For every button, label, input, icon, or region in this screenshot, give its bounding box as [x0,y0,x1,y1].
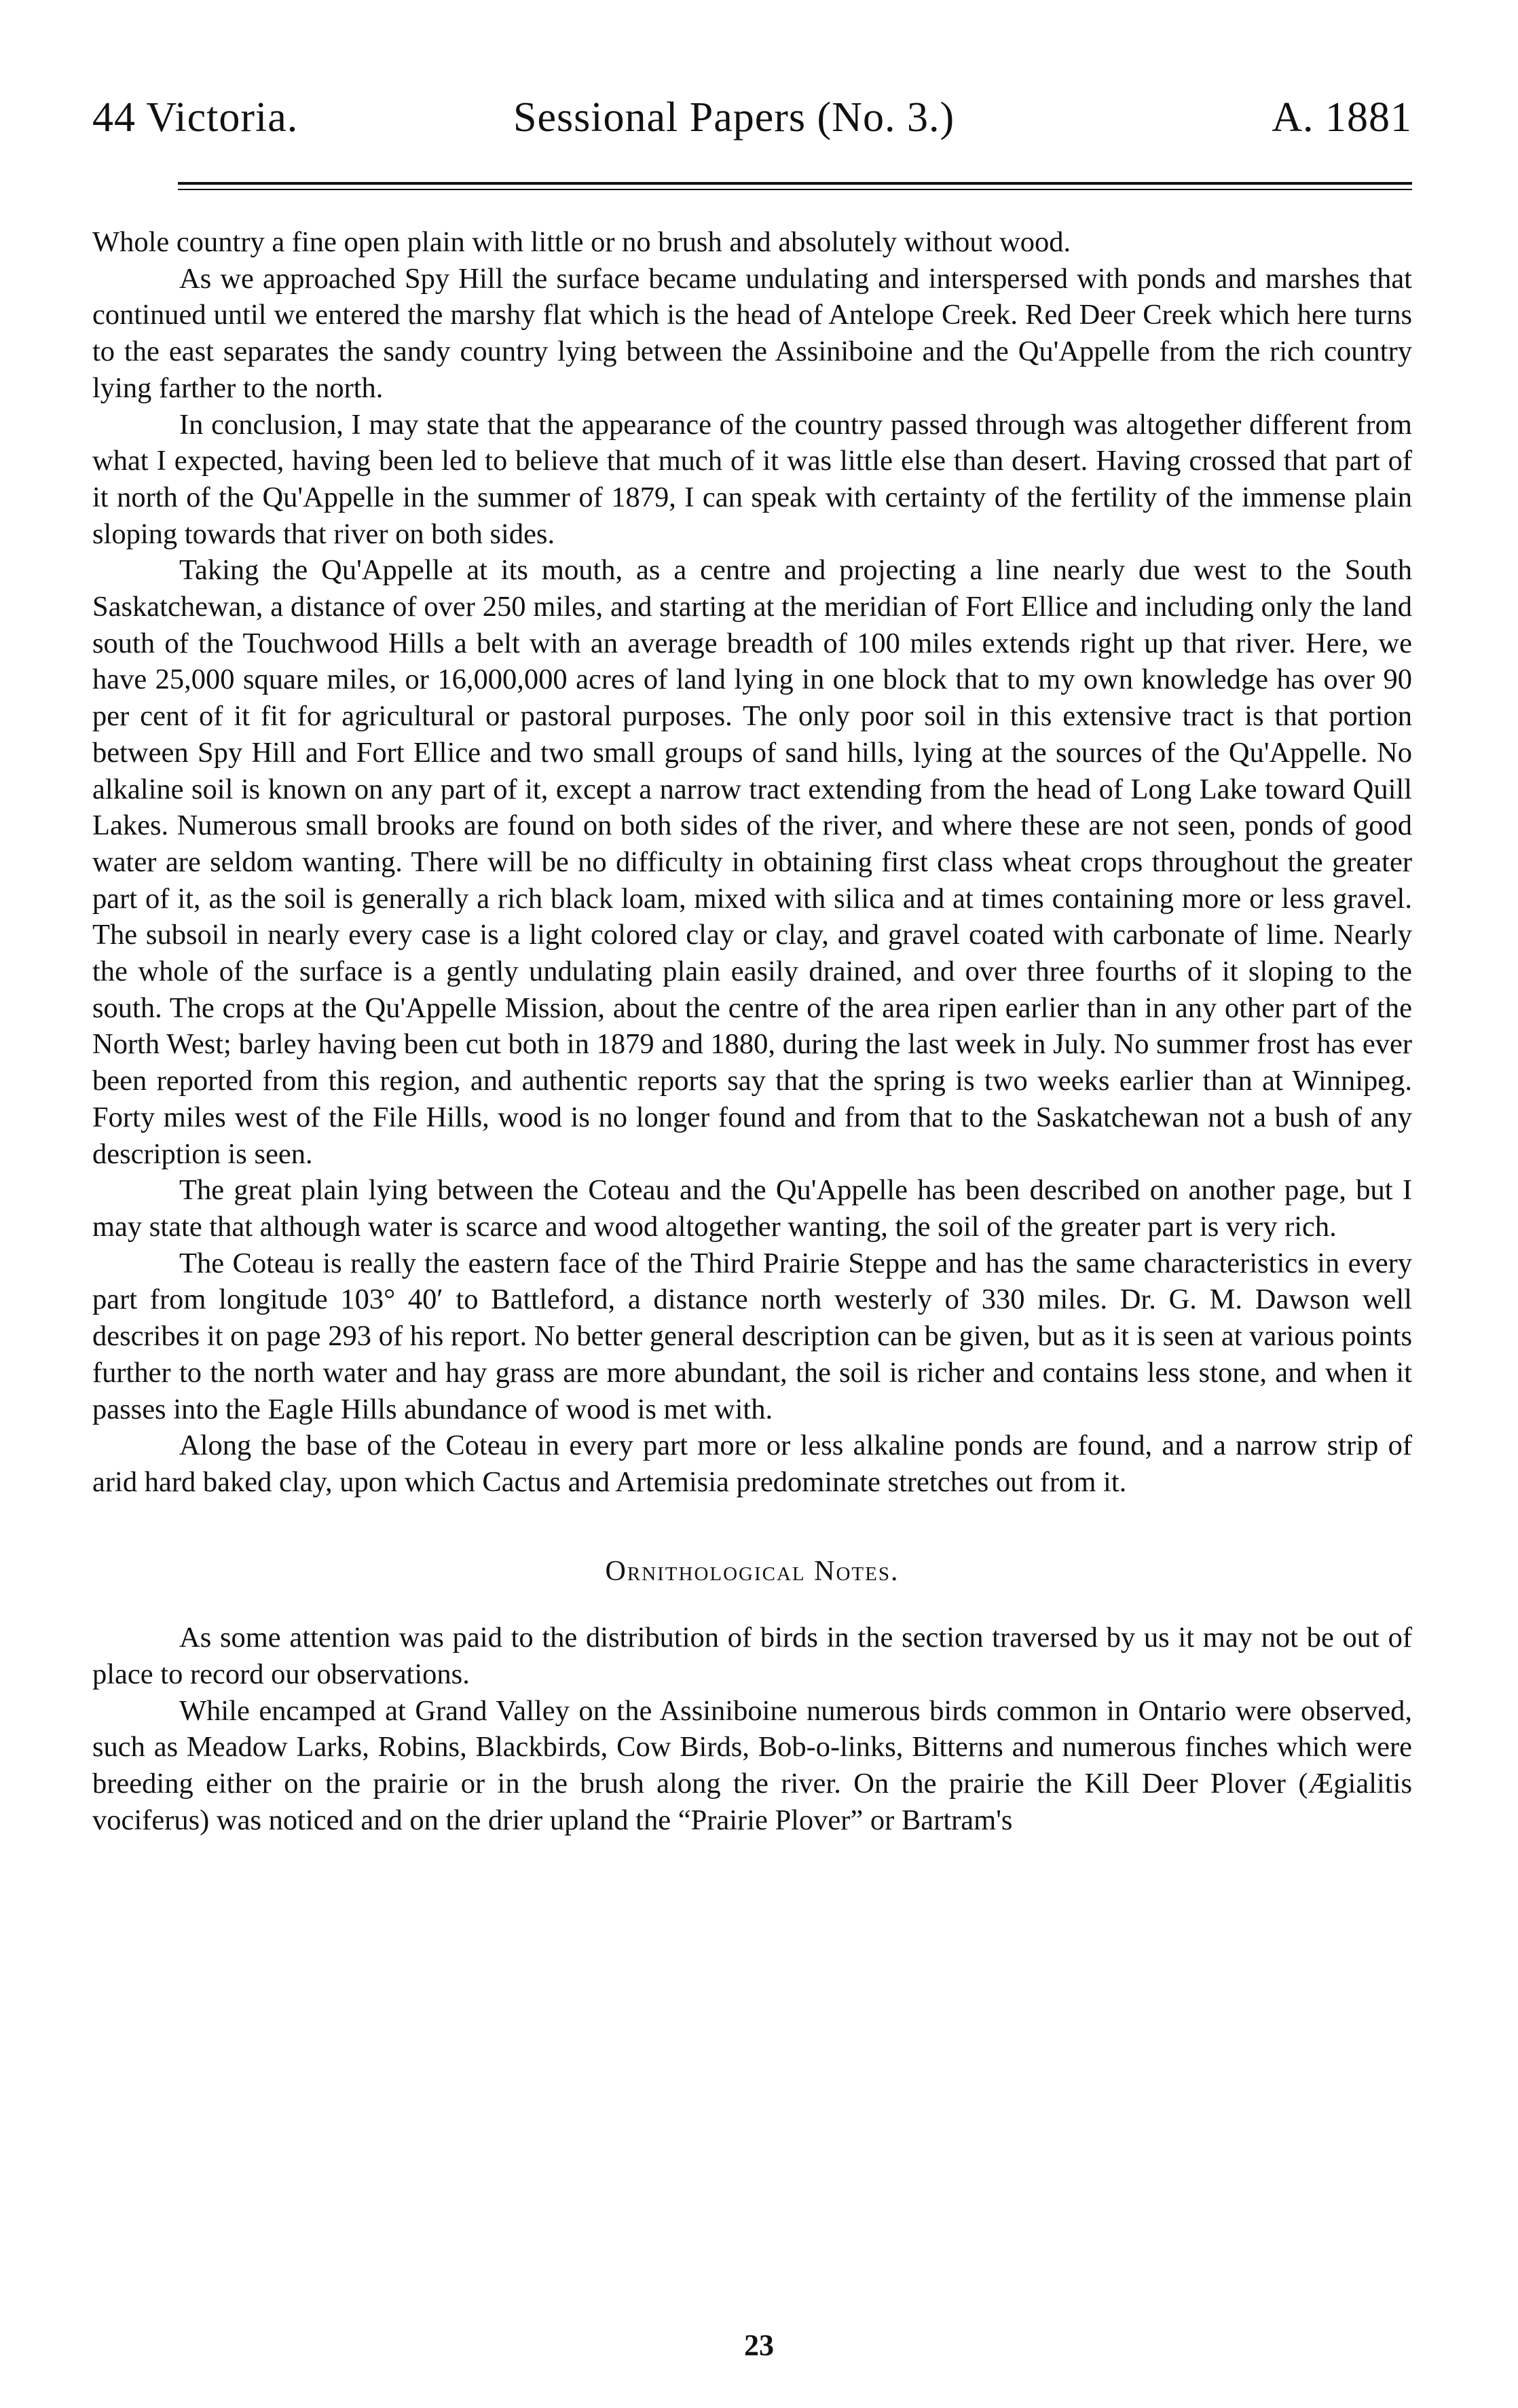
paragraph: As we approached Spy Hill the surface became undulating and interspersed with ponds and marshes that continued until we entered the marshy flat which is the head of Antelope Creek. Red Deer Creek which here turns to the east separates the sandy country lying between the Assiniboine and the Qu'Appelle from the rich country lying farther to the north. [92,262,1412,404]
paragraph: The great plain lying between the Coteau and the Qu'Appelle has been described on another page, but I may state that although water is scarce and wood altogether wanting, the soil of the greater part is very rich. [92,1174,1412,1243]
paragraph: Along the base of the Coteau in every part more or less alkaline ponds are found, and a narrow strip of arid hard baked clay, upon which Cactus and Artemisia predominate stretches out from it. [92,1429,1412,1498]
paragraph: The Coteau is really the eastern face of the Third Prairie Steppe and has the same characteristics in every part from longitude 103° 40′ to Battleford, a distance north westerly of 330 miles. Dr. G. M. Dawson well describes it on page 293 of his report. No better general description can be given, but as it is seen at various points further to the north water and hay grass are more abundant, the soil is richer and contains less stone, and when it passes into the Eagle Hills abundance of wood is met with. [92,1247,1412,1425]
page-number: 23 [744,2329,774,2362]
body-text [92,224,1412,1839]
paragraph: Taking the Qu'Appelle at its mouth, as a centre and projecting a line nearly due west to the South Saskatchewan, a distance of over 250 miles, and starting at the meridian of Fort Ellice and including only the land south of the Touchwood Hills a belt with an average breadth of 100 miles extends right up that river. Here, we have 25,000 square miles, or 16,000,000 acres of land lying in one block that to my own knowledge has over 90 per cent of it fit for agricultural or pastoral purposes. The only poor soil in this extensive tract is that portion between Spy Hill and Fort Ellice and two small groups of sand hills, lying at the sources of the Qu'Appelle. No alkaline soil is known on any part of it, except a narrow tract extending from the head of Long Lake toward Quill Lakes. Numerous small brooks are found on both sides of the river, and where these are not seen, ponds of good water are seldom wanting. There will be no difficulty in obtaining first class wheat crops throughout the greater part of it, as the soil is generally a rich black loam, mixed with silica and at times containing more or less gravel. The subsoil in nearly every case is a light colored clay or clay, and gravel coated with carbonate of lime. Nearly the whole of the surface is a gently undulating plain easily drained, and over three fourths of it sloping to the south. The crops at the Qu'Appelle Mission, about the centre of the area ripen earlier than in any other part of the North West; barley having been cut both in 1879 and 1880, during the last week in July. No summer frost has ever been reported from this region, and authentic reports say that the spring is two weeks earlier than at Winnipeg. Forty miles west of the File Hills, wood is no longer found and from that to the Saskatchewan not a bush of any description is seen. [92,554,1412,1170]
header-year: A. 1881 [1272,94,1412,141]
running-header [92,94,1412,155]
header-title: Sessional Papers (No. 3.) [513,94,955,141]
header-volume: 44 Victoria. [92,94,299,141]
header-rule-thin [178,189,1412,190]
paragraph: Whole country a fine open plain with little or no brush and absolutely without wood. [92,226,1071,258]
paragraph: In conclusion, I may state that the appearance of the country passed through was altogether different from what I expected, having been led to believe that much of it was little else than desert. Having crossed that part of it north of the Qu'Appelle in the summer of 1879, I can speak with certainty of the fertility of the immense plain sloping towards that river on both sides. [92,408,1412,550]
paragraph: While encamped at Grand Valley on the Assiniboine numerous birds common in Ontario were observed, such as Meadow Larks, Robins, Blackbirds, Cow Birds, Bob-o-links, Bitterns and numerous finches which were breeding either on the prairie or in the brush along the river. On the prairie the Kill Deer Plover (Ægialitis vociferus) was noticed and on the drier upland the “Prairie Plover” or Bartram's [92,1694,1412,1836]
header-rule-thick [178,182,1412,185]
section-heading: Ornithological Notes. [605,1555,900,1587]
paragraph: As some attention was paid to the distribution of birds in the section traversed by us it may not be out of place to record our observations. [92,1622,1412,1691]
